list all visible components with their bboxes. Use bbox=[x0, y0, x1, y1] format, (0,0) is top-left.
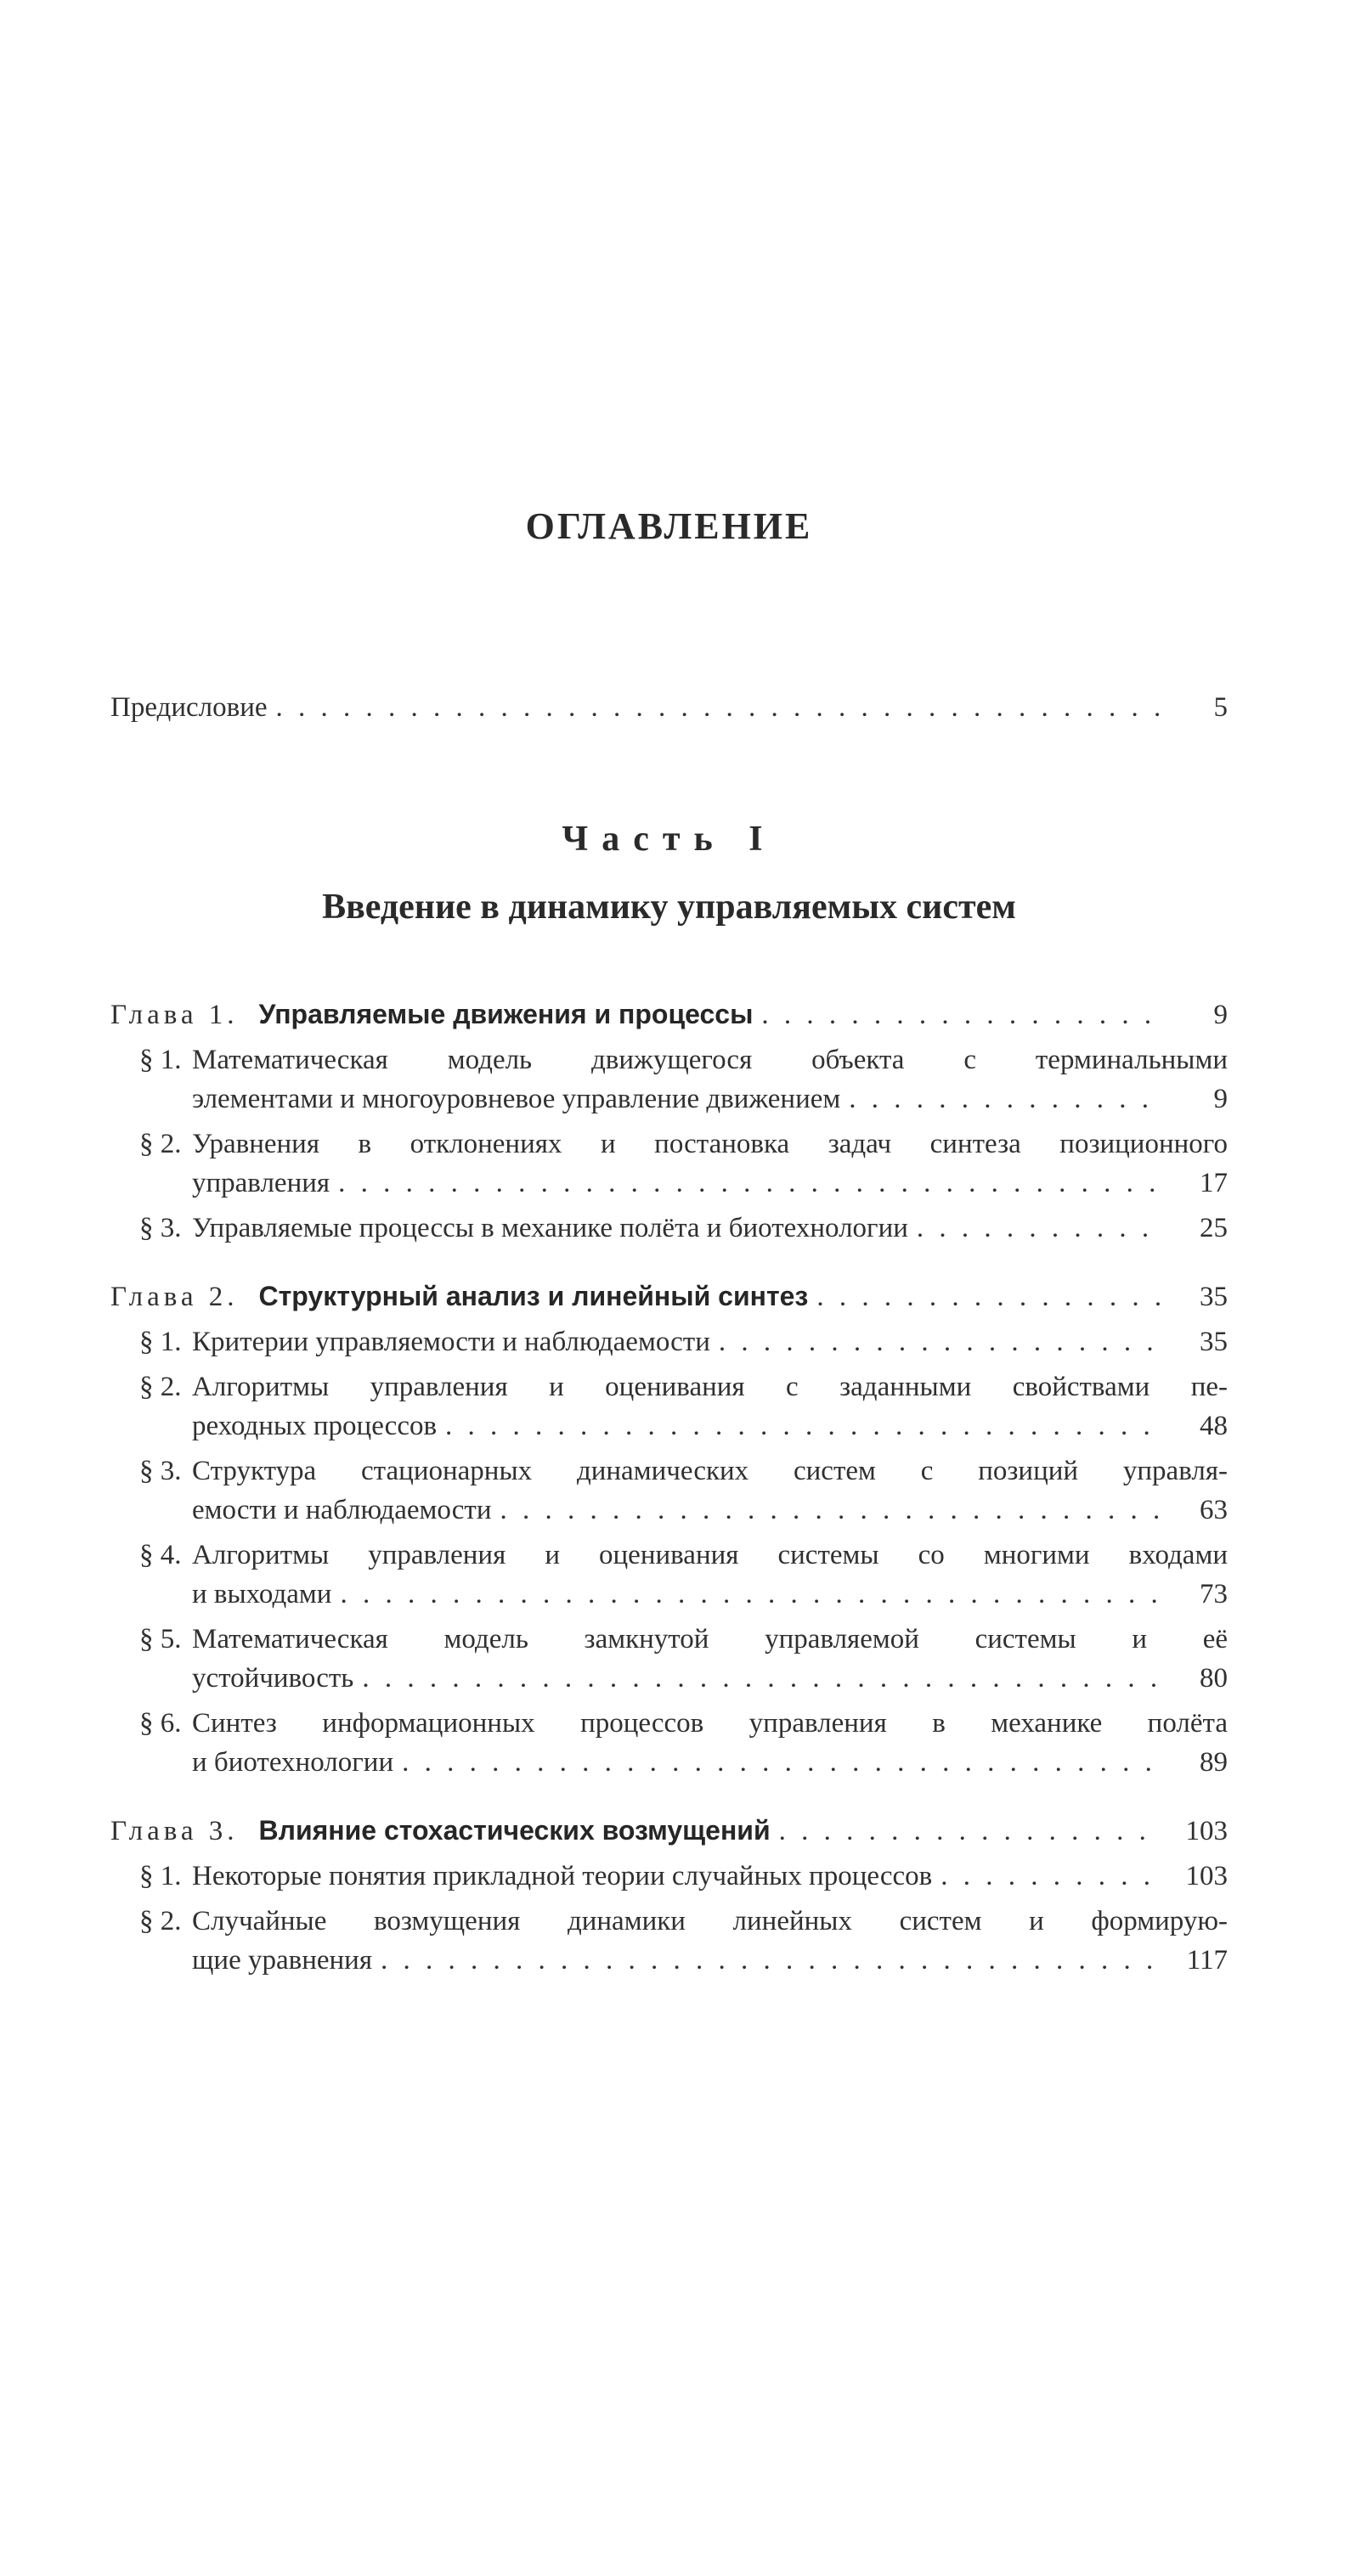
section-first-line bbox=[110, 1367, 1228, 1406]
section-last-line bbox=[110, 1941, 1228, 1980]
toc-section bbox=[110, 1125, 1228, 1203]
page-number: 80 bbox=[1200, 1662, 1228, 1694]
page-number: 25 bbox=[1200, 1212, 1228, 1243]
section-label: § 5. bbox=[139, 1623, 182, 1654]
dot-leader bbox=[719, 1322, 1161, 1361]
page-number: 9 bbox=[1213, 999, 1228, 1030]
section-single-line bbox=[110, 1857, 1228, 1896]
toc-section bbox=[110, 1704, 1228, 1782]
part-heading: Часть I bbox=[562, 820, 777, 859]
section-text: реходных процессов bbox=[192, 1410, 438, 1441]
page-number: 9 bbox=[1213, 1083, 1228, 1114]
toc-section bbox=[110, 1367, 1228, 1446]
section-first-line bbox=[110, 1704, 1228, 1743]
dot-leader bbox=[500, 1491, 1161, 1530]
section-text: Управляемые процессы в механике полёта и биотехнологии bbox=[192, 1212, 908, 1243]
section-label: § 1. bbox=[139, 1860, 182, 1891]
section-text: Критерии управляемости и наблюдаемости bbox=[192, 1326, 710, 1357]
dot-leader bbox=[338, 1164, 1161, 1203]
chapter-title: Управляемые движения и процессы bbox=[258, 998, 754, 1029]
section-text: и биотехнологии bbox=[192, 1746, 394, 1778]
dot-leader bbox=[849, 1079, 1161, 1119]
toc-section bbox=[110, 1536, 1228, 1614]
preface-entry bbox=[110, 688, 1228, 727]
dot-leader bbox=[402, 1743, 1161, 1782]
page-number: 17 bbox=[1200, 1167, 1228, 1198]
chapter-title: Влияние стохастических возмущений bbox=[258, 1814, 771, 1846]
page-number: 73 bbox=[1200, 1578, 1228, 1609]
toc-chapter-1 bbox=[110, 995, 1228, 1248]
part-title: Введение в динамику управляемых систем bbox=[322, 888, 1016, 927]
section-first-line bbox=[110, 1620, 1228, 1659]
dot-leader bbox=[816, 1277, 1161, 1316]
chapter-label: Глава 2. bbox=[110, 1281, 239, 1312]
section-first-line bbox=[110, 1902, 1228, 1941]
section-text: Некоторые понятия прикладной теории случайных процессов bbox=[192, 1860, 933, 1891]
section-single-line bbox=[110, 1209, 1228, 1248]
section-text: емости и наблюдаемости bbox=[192, 1494, 492, 1525]
chapter-heading bbox=[110, 1811, 1228, 1851]
section-text: щие уравнения bbox=[192, 1944, 373, 1976]
dot-leader bbox=[779, 1812, 1161, 1851]
toc-chapter-2 bbox=[110, 1277, 1228, 1782]
page-number: 103 bbox=[1185, 1860, 1228, 1891]
section-label: § 1. bbox=[139, 1044, 182, 1075]
book-page bbox=[0, 505, 1350, 2576]
toc-section bbox=[110, 1902, 1228, 1980]
section-label: § 3. bbox=[139, 1212, 182, 1243]
section-text: управления bbox=[192, 1167, 330, 1198]
toc-section bbox=[110, 1451, 1228, 1530]
section-text: и выходами bbox=[192, 1578, 332, 1609]
section-text: Уравнения в отклонениях и постановка задач синтеза позиционного bbox=[192, 1128, 1228, 1159]
section-label: § 2. bbox=[139, 1128, 182, 1159]
section-label: § 1. bbox=[139, 1326, 182, 1357]
chapter-heading bbox=[110, 1277, 1228, 1316]
section-text: Случайные возмущения динамики линейных систем и формирую- bbox=[192, 1905, 1228, 1936]
chapter-heading bbox=[110, 995, 1228, 1034]
section-last-line bbox=[110, 1575, 1228, 1614]
toc-section bbox=[110, 1322, 1228, 1361]
chapter-label: Глава 3. bbox=[110, 1815, 239, 1846]
dot-leader bbox=[340, 1575, 1161, 1614]
chapter-label: Глава 1. bbox=[110, 999, 239, 1030]
section-text: Структура стационарных динамических систем с позиций управля- bbox=[192, 1455, 1228, 1486]
page-number: 5 bbox=[1213, 692, 1228, 723]
page-number: 35 bbox=[1200, 1326, 1228, 1357]
section-label: § 2. bbox=[139, 1905, 182, 1936]
section-first-line bbox=[110, 1536, 1228, 1575]
section-text: элементами и многоуровневое управление движением bbox=[192, 1083, 841, 1114]
dot-leader bbox=[445, 1406, 1161, 1446]
page-number: 117 bbox=[1186, 1944, 1228, 1976]
toc-content bbox=[110, 505, 1228, 1980]
toc-section bbox=[110, 1040, 1228, 1119]
section-label: § 3. bbox=[139, 1455, 182, 1486]
toc-section bbox=[110, 1209, 1228, 1248]
section-text: Математическая модель замкнутой управляемой системы и её bbox=[192, 1623, 1228, 1654]
section-first-line bbox=[110, 1040, 1228, 1079]
dot-leader bbox=[761, 995, 1161, 1034]
section-label: § 6. bbox=[139, 1707, 182, 1739]
section-single-line bbox=[110, 1322, 1228, 1361]
page-number: 63 bbox=[1200, 1494, 1228, 1525]
section-text: устойчивость bbox=[192, 1662, 354, 1694]
section-last-line bbox=[110, 1079, 1228, 1119]
preface-label: Предисловие bbox=[110, 692, 268, 723]
section-label: § 4. bbox=[139, 1539, 182, 1570]
toc-chapter-3 bbox=[110, 1811, 1228, 1980]
toc-section bbox=[110, 1620, 1228, 1698]
toc-section bbox=[110, 1857, 1228, 1896]
section-text: Математическая модель движущегося объекта с терминальными bbox=[192, 1044, 1228, 1075]
section-last-line bbox=[110, 1659, 1228, 1698]
dot-leader bbox=[362, 1659, 1161, 1698]
dot-leader bbox=[917, 1209, 1161, 1248]
section-last-line bbox=[110, 1743, 1228, 1782]
section-label: § 2. bbox=[139, 1371, 182, 1402]
dot-leader bbox=[276, 688, 1162, 727]
section-first-line bbox=[110, 1125, 1228, 1164]
chapter-title: Структурный анализ и линейный синтез bbox=[258, 1280, 809, 1311]
section-first-line bbox=[110, 1451, 1228, 1491]
section-last-line bbox=[110, 1491, 1228, 1530]
page-title: ОГЛАВЛЕНИЕ bbox=[525, 505, 813, 547]
section-text: Синтез информационных процессов управления в механике полёта bbox=[192, 1707, 1228, 1739]
dot-leader bbox=[381, 1941, 1161, 1980]
page-number: 35 bbox=[1200, 1281, 1228, 1312]
section-text: Алгоритмы управления и оценивания с заданными свойствами пе- bbox=[192, 1371, 1228, 1402]
page-number: 89 bbox=[1200, 1746, 1228, 1778]
section-last-line bbox=[110, 1164, 1228, 1203]
page-number: 103 bbox=[1185, 1815, 1228, 1846]
dot-leader bbox=[940, 1857, 1161, 1896]
page-number: 48 bbox=[1200, 1410, 1228, 1441]
section-text: Алгоритмы управления и оценивания системы со многими входами bbox=[192, 1539, 1228, 1570]
section-last-line bbox=[110, 1406, 1228, 1446]
